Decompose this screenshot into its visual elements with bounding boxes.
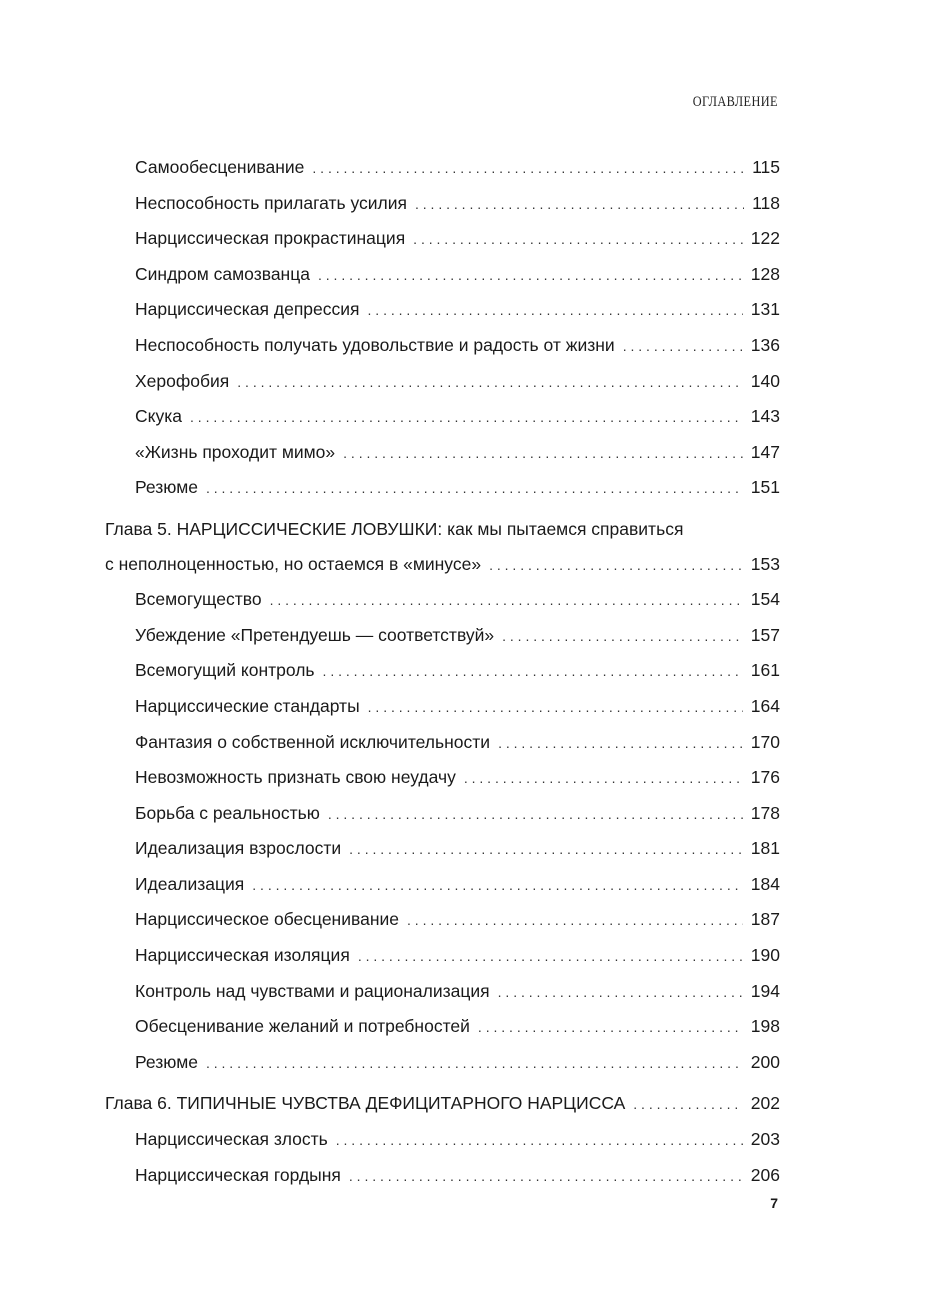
toc-entry-title: Убеждение «Претендуешь — соответствуй» (135, 624, 495, 645)
toc-entry[interactable] (105, 470, 780, 506)
toc-entry-title: Нарциссическая изоляция (135, 945, 350, 966)
toc-entry[interactable] (105, 1045, 780, 1081)
toc-entry-page: 181 (750, 838, 780, 859)
toc-entry[interactable] (105, 938, 780, 974)
toc-entry-title: Скука (135, 406, 183, 427)
running-head: ОГЛАВЛЕНИЕ (692, 94, 778, 110)
toc-entry-title: Нарциссическая депрессия (135, 299, 360, 320)
leader-dots (502, 618, 743, 654)
toc-entry-title: Херофобия (135, 370, 230, 391)
leader-dots (312, 150, 744, 186)
leader-dots (349, 831, 743, 867)
toc-entry[interactable] (105, 867, 780, 903)
toc-entry[interactable] (105, 653, 780, 689)
toc-entry-page: 206 (750, 1164, 780, 1185)
toc-entry-page: 143 (750, 406, 780, 427)
toc-entry-page: 202 (750, 1093, 780, 1114)
toc-entry-page: 122 (750, 228, 780, 249)
toc-entry-title: Синдром самозванца (135, 263, 310, 284)
toc-entry-page: 128 (750, 263, 780, 284)
toc-entry[interactable] (105, 760, 780, 796)
toc-entry-title: Глава 6. ТИПИЧНЫЕ ЧУВСТВА ДЕФИЦИТАРНОГО НАРЦИССА (105, 1093, 626, 1114)
toc-entry-page: 115 (752, 157, 780, 177)
toc-entry[interactable] (105, 582, 780, 618)
toc-entry-title: Фантазия о собственной исключительности (135, 731, 491, 752)
toc-entry-title: Контроль над чувствами и рационализация (135, 980, 490, 1001)
toc-entry[interactable] (105, 150, 780, 186)
toc-entry-page: 198 (750, 1016, 780, 1037)
table-of-contents (105, 150, 780, 1193)
toc-entry-page: 153 (750, 553, 780, 574)
chapter-5-entry[interactable] (105, 512, 780, 582)
leader-dots (206, 1045, 743, 1081)
toc-entry-title: Невозможность признать свою неудачу (135, 767, 456, 788)
leader-dots (318, 257, 743, 293)
toc-entry-title: Идеализация взрослости (135, 838, 342, 859)
toc-entry[interactable] (105, 221, 780, 257)
leader-dots (206, 470, 743, 506)
toc-entry-page: 131 (750, 299, 780, 320)
toc-entry-page: 161 (750, 660, 780, 681)
toc-entry[interactable] (105, 257, 780, 293)
leader-dots (633, 1086, 743, 1122)
leader-dots (464, 760, 743, 796)
toc-entry-page: 154 (750, 589, 780, 610)
leader-dots (328, 796, 743, 832)
leader-dots (489, 547, 743, 583)
toc-entry-title: Нарциссические стандарты (135, 695, 360, 716)
toc-entry-title: Нарциссическая гордыня (135, 1164, 341, 1185)
leader-dots (623, 328, 743, 364)
toc-entry-title: Неспособность прилагать усилия (135, 192, 407, 213)
chapter-5-title-line-2 (105, 547, 780, 583)
leader-dots (252, 867, 743, 903)
toc-entry[interactable] (105, 399, 780, 435)
leader-dots (358, 938, 743, 974)
toc-entry-title: Борьба с реальностью (135, 802, 320, 823)
toc-entry[interactable] (105, 725, 780, 761)
toc-entry-page: 187 (750, 909, 780, 930)
toc-entry-page: 147 (750, 441, 780, 462)
leader-dots (270, 582, 743, 618)
toc-entry-page: 178 (750, 802, 780, 823)
toc-entry-page: 170 (750, 731, 780, 752)
leader-dots (415, 186, 744, 222)
toc-entry-title: с неполноценностью, но остаемся в «минусе» (105, 553, 482, 574)
toc-entry[interactable] (105, 618, 780, 654)
leader-dots (478, 1009, 743, 1045)
leader-dots (498, 974, 743, 1010)
chapter-6-entry[interactable] (105, 1086, 780, 1122)
toc-entry-title: Обесценивание желаний и потребностей (135, 1016, 470, 1037)
toc-entry-title: Всемогущество (135, 589, 262, 610)
toc-entry[interactable] (105, 1158, 780, 1194)
toc-entry-title: Всемогущий контроль (135, 660, 315, 681)
toc-entry-page: 184 (750, 873, 780, 894)
toc-entry-page: 140 (750, 370, 780, 391)
leader-dots (349, 1158, 743, 1194)
leader-dots (407, 902, 743, 938)
toc-entry-title: Идеализация (135, 873, 245, 894)
toc-entry-page: 200 (750, 1051, 780, 1072)
toc-entry-title: Самообесценивание (135, 157, 305, 177)
toc-entry-page: 190 (750, 945, 780, 966)
toc-entry[interactable] (105, 328, 780, 364)
toc-entry-page: 203 (750, 1129, 780, 1150)
toc-entry-title: «Жизнь проходит мимо» (135, 441, 336, 462)
leader-dots (190, 399, 743, 435)
toc-entry-page: 157 (750, 624, 780, 645)
leader-dots (413, 221, 743, 257)
page-number: 7 (770, 1195, 778, 1211)
toc-entry[interactable] (105, 1122, 780, 1158)
toc-entry[interactable] (105, 435, 780, 471)
leader-dots (368, 689, 743, 725)
toc-entry[interactable] (105, 364, 780, 400)
toc-entry-page: 151 (750, 477, 780, 498)
toc-entry-title: Неспособность получать удовольствие и радость от жизни (135, 334, 615, 355)
toc-entry-page: 136 (750, 334, 780, 355)
toc-entry-title: Нарциссическая злость (135, 1129, 328, 1150)
toc-entry-page: 176 (750, 767, 780, 788)
chapter-5-title-line-1: Глава 5. НАРЦИССИЧЕСКИЕ ЛОВУШКИ: как мы пытаемся справиться (105, 518, 684, 539)
toc-entry-page: 194 (750, 980, 780, 1001)
toc-entry[interactable] (105, 1009, 780, 1045)
leader-dots (237, 364, 743, 400)
toc-entry[interactable] (105, 796, 780, 832)
toc-entry[interactable] (105, 186, 780, 222)
leader-dots (323, 653, 743, 689)
toc-entry[interactable] (105, 902, 780, 938)
toc-entry[interactable] (105, 974, 780, 1010)
toc-entry[interactable] (105, 689, 780, 725)
toc-entry-page: 118 (752, 192, 780, 213)
toc-entry-title: Резюме (135, 1051, 198, 1072)
toc-entry-title: Нарциссическое обесценивание (135, 909, 400, 930)
toc-entry[interactable] (105, 292, 780, 328)
leader-dots (368, 292, 743, 328)
toc-entry-title: Нарциссическая прокрастинация (135, 228, 406, 249)
leader-dots (343, 435, 743, 471)
toc-entry-title: Резюме (135, 477, 198, 498)
toc-entry-page: 164 (750, 695, 780, 716)
toc-entry[interactable] (105, 831, 780, 867)
leader-dots (336, 1122, 743, 1158)
leader-dots (498, 725, 743, 761)
